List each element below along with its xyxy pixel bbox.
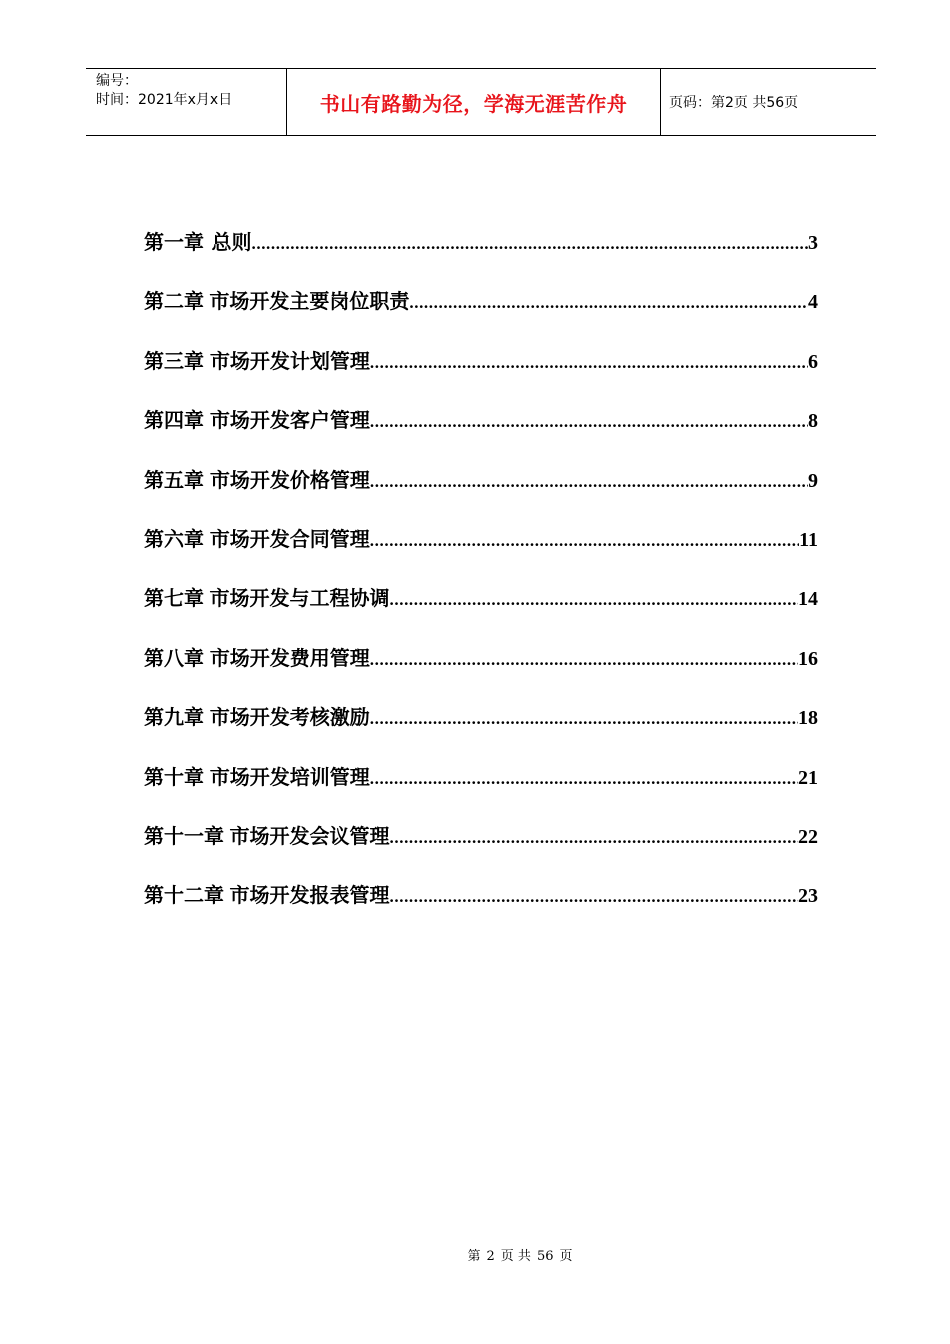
toc-entry[interactable] — [144, 285, 818, 344]
toc-page-number: 4 — [808, 291, 818, 314]
toc-page-number: 22 — [798, 825, 818, 848]
toc-dot-leader — [370, 531, 799, 551]
header-page-info: 页码：第2页 共56页 — [669, 95, 799, 111]
toc-dot-leader — [390, 828, 798, 848]
toc-chapter-number: 第九章 — [144, 705, 204, 730]
toc-page-number: 16 — [798, 647, 818, 670]
toc-dot-leader — [370, 709, 798, 729]
toc-chapter-number: 第三章 — [144, 348, 204, 373]
footer-suffix: 页 — [559, 1249, 573, 1264]
toc-dot-leader — [390, 590, 798, 610]
toc-chapter-title: 市场开发会议管理 — [229, 823, 390, 848]
toc-chapter-number: 第四章 — [144, 408, 204, 433]
footer-prefix: 第 — [467, 1249, 481, 1264]
toc-dot-leader — [370, 650, 798, 670]
toc-page-number: 14 — [798, 588, 818, 611]
toc-entry[interactable] — [144, 642, 818, 701]
toc-page-number: 18 — [798, 707, 818, 730]
toc-entry[interactable] — [144, 761, 818, 820]
document-header — [86, 68, 876, 136]
footer-middle: 页 共 — [500, 1249, 531, 1264]
toc-entry[interactable] — [144, 523, 818, 582]
toc-dot-leader — [370, 769, 798, 789]
toc-entry[interactable] — [144, 464, 818, 523]
toc-chapter-title: 总则 — [211, 230, 252, 254]
toc-page-number: 3 — [808, 232, 818, 254]
header-page-cell — [661, 69, 876, 135]
toc-chapter-number: 第八章 — [144, 645, 204, 670]
header-motto-cell — [287, 69, 661, 135]
toc-entry[interactable] — [144, 879, 818, 938]
toc-entry[interactable] — [144, 345, 818, 404]
toc-page-number: 8 — [808, 410, 818, 433]
document-number-label: 编号： — [96, 73, 138, 89]
toc-chapter-title: 市场开发报表管理 — [229, 883, 390, 908]
toc-entry[interactable] — [144, 582, 818, 641]
header-meta-cell — [86, 69, 287, 135]
document-time-label: 时间：2021年x月x日 — [96, 92, 233, 108]
toc-chapter-title: 市场开发合同管理 — [209, 526, 370, 551]
toc-dot-leader — [252, 234, 809, 254]
toc-dot-leader — [370, 412, 808, 432]
toc-dot-leader — [370, 353, 808, 373]
header-motto: 书山有路勤为径，学海无涯苦作舟 — [319, 91, 628, 116]
toc-chapter-number: 第七章 — [144, 586, 204, 611]
toc-page-number: 23 — [798, 885, 818, 908]
table-of-contents — [144, 226, 818, 939]
toc-entry[interactable] — [144, 820, 818, 879]
toc-chapter-number: 第十一章 — [144, 823, 224, 848]
toc-entry[interactable] — [144, 701, 818, 760]
toc-chapter-title: 市场开发培训管理 — [209, 764, 370, 789]
toc-chapter-title: 市场开发计划管理 — [209, 348, 370, 373]
toc-chapter-number: 第一章 — [144, 230, 204, 254]
toc-page-number: 6 — [808, 350, 818, 373]
toc-chapter-number: 第五章 — [144, 467, 204, 492]
toc-chapter-title: 市场开发费用管理 — [209, 645, 370, 670]
footer-total-pages: 56 — [536, 1249, 554, 1264]
toc-chapter-number: 第十章 — [144, 764, 204, 789]
toc-chapter-number: 第二章 — [144, 289, 204, 314]
toc-entry[interactable] — [144, 404, 818, 463]
toc-dot-leader — [409, 293, 808, 313]
toc-chapter-title: 市场开发价格管理 — [209, 467, 370, 492]
toc-entry[interactable] — [144, 226, 818, 285]
toc-dot-leader — [390, 887, 798, 907]
toc-chapter-title: 市场开发与工程协调 — [209, 586, 390, 611]
toc-page-number: 11 — [799, 528, 818, 551]
toc-chapter-title: 市场开发考核激励 — [209, 705, 370, 730]
toc-page-number: 9 — [808, 469, 818, 492]
toc-chapter-title: 市场开发客户管理 — [209, 408, 370, 433]
toc-dot-leader — [370, 472, 808, 492]
toc-chapter-title: 市场开发主要岗位职责 — [209, 289, 410, 314]
footer-page-number: 2 — [486, 1249, 495, 1264]
toc-chapter-number: 第六章 — [144, 526, 204, 551]
toc-chapter-number: 第十二章 — [144, 883, 224, 908]
toc-page-number: 21 — [798, 766, 818, 789]
page-footer — [0, 1245, 950, 1264]
